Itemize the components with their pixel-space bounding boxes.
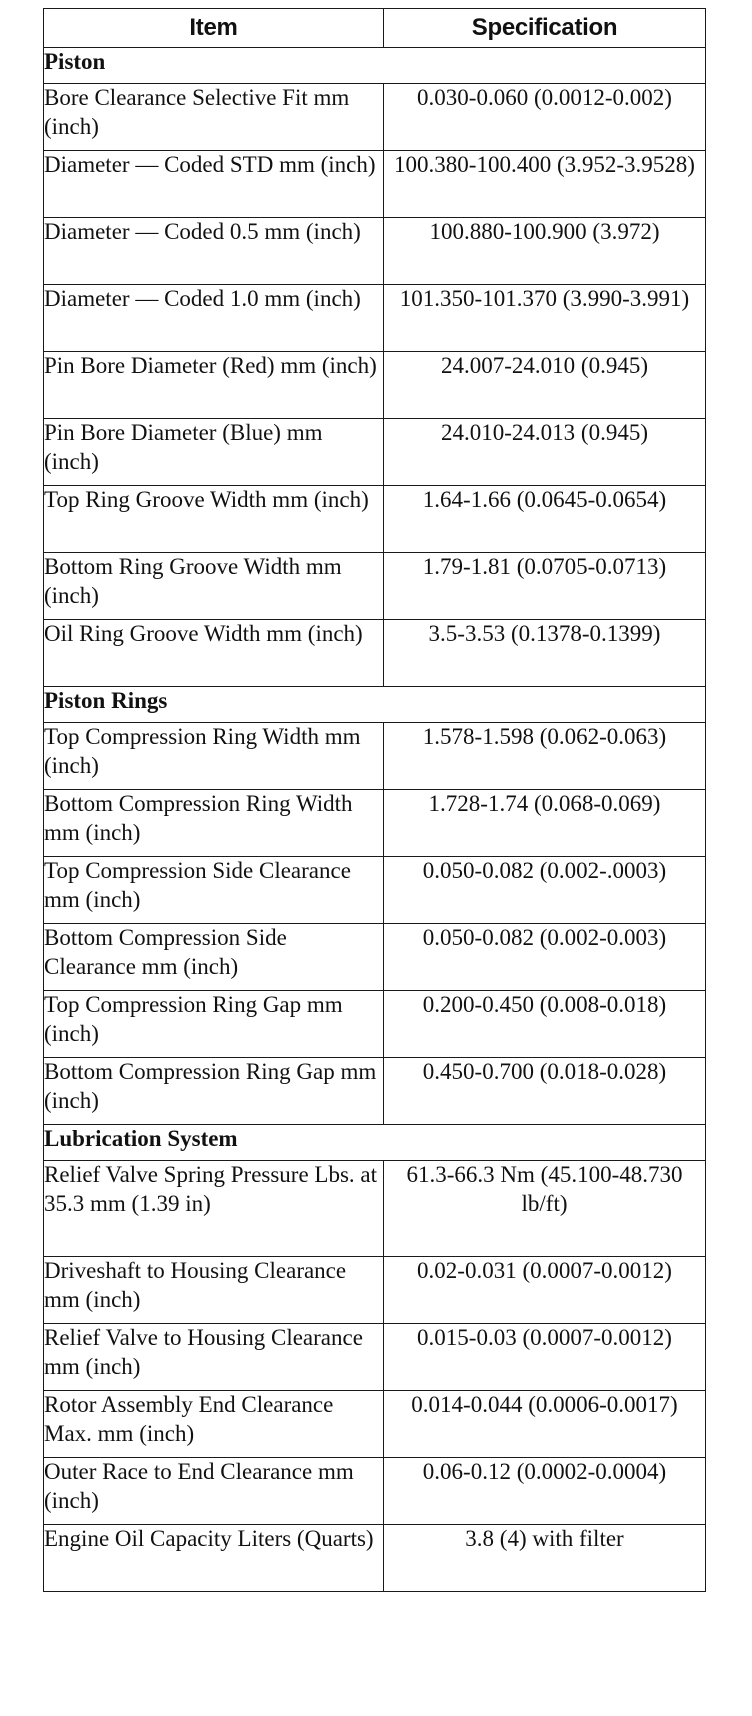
table-row [44, 419, 706, 486]
spec-cell: 24.010-24.013 (0.945) [384, 419, 706, 486]
spec-cell: 1.728-1.74 (0.068-0.069) [384, 790, 706, 857]
item-cell: Pin Bore Diameter (Red) mm (inch) [44, 352, 384, 419]
spec-cell: 0.050-0.082 (0.002-0.003) [384, 924, 706, 991]
item-cell: Top Compression Side Clearance mm (inch) [44, 857, 384, 924]
section-title: Piston Rings [44, 687, 706, 723]
item-column-header: Item [44, 9, 384, 48]
item-cell: Bottom Compression Side Clearance mm (inch) [44, 924, 384, 991]
item-cell: Bottom Ring Groove Width mm (inch) [44, 553, 384, 620]
item-cell: Top Ring Groove Width mm (inch) [44, 486, 384, 553]
item-cell: Outer Race to End Clearance mm (inch) [44, 1458, 384, 1525]
table-row [44, 1525, 706, 1592]
item-cell: Oil Ring Groove Width mm (inch) [44, 620, 384, 687]
table-row [44, 486, 706, 553]
spec-cell: 100.380-100.400 (3.952-3.9528) [384, 151, 706, 218]
spec-cell: 0.200-0.450 (0.008-0.018) [384, 991, 706, 1058]
item-cell: Diameter — Coded 1.0 mm (inch) [44, 285, 384, 352]
spec-cell: 1.64-1.66 (0.0645-0.0654) [384, 486, 706, 553]
item-cell: Bottom Compression Ring Gap mm (inch) [44, 1058, 384, 1125]
table-row [44, 84, 706, 151]
table-row [44, 352, 706, 419]
table-row [44, 1161, 706, 1257]
spec-cell: 0.06-0.12 (0.0002-0.0004) [384, 1458, 706, 1525]
table-row [44, 620, 706, 687]
item-cell: Rotor Assembly End Clearance Max. mm (inch) [44, 1391, 384, 1458]
spec-cell: 1.578-1.598 (0.062-0.063) [384, 723, 706, 790]
item-cell: Bottom Compression Ring Width mm (inch) [44, 790, 384, 857]
table-row [44, 790, 706, 857]
section-row-piston-rings [44, 687, 706, 723]
spec-cell: 0.02-0.031 (0.0007-0.0012) [384, 1257, 706, 1324]
spec-cell: 61.3-66.3 Nm (45.100-48.730 lb/ft) [384, 1161, 706, 1257]
table-row [44, 924, 706, 991]
section-title: Piston [44, 48, 706, 84]
section-title: Lubrication System [44, 1125, 706, 1161]
specification-table [43, 8, 706, 1592]
table-row [44, 1058, 706, 1125]
spec-cell: 24.007-24.010 (0.945) [384, 352, 706, 419]
table-row [44, 553, 706, 620]
spec-cell: 0.014-0.044 (0.0006-0.0017) [384, 1391, 706, 1458]
item-cell: Diameter — Coded STD mm (inch) [44, 151, 384, 218]
item-cell: Top Compression Ring Width mm (inch) [44, 723, 384, 790]
spec-cell: 0.450-0.700 (0.018-0.028) [384, 1058, 706, 1125]
section-row-lubrication-system [44, 1125, 706, 1161]
spec-cell: 3.5-3.53 (0.1378-0.1399) [384, 620, 706, 687]
spec-cell: 1.79-1.81 (0.0705-0.0713) [384, 553, 706, 620]
item-cell: Relief Valve Spring Pressure Lbs. at 35.3 mm (1.39 in) [44, 1161, 384, 1257]
section-row-piston [44, 48, 706, 84]
specification-column-header: Specification [384, 9, 706, 48]
item-cell: Driveshaft to Housing Clearance mm (inch) [44, 1257, 384, 1324]
item-cell: Top Compression Ring Gap mm (inch) [44, 991, 384, 1058]
item-cell: Relief Valve to Housing Clearance mm (inch) [44, 1324, 384, 1391]
spec-cell: 0.030-0.060 (0.0012-0.002) [384, 84, 706, 151]
table-row [44, 1391, 706, 1458]
table-row [44, 723, 706, 790]
item-cell: Engine Oil Capacity Liters (Quarts) [44, 1525, 384, 1592]
item-cell: Diameter — Coded 0.5 mm (inch) [44, 218, 384, 285]
table-row [44, 991, 706, 1058]
spec-cell: 3.8 (4) with filter [384, 1525, 706, 1592]
spec-cell: 0.015-0.03 (0.0007-0.0012) [384, 1324, 706, 1391]
table-row [44, 218, 706, 285]
item-cell: Pin Bore Diameter (Blue) mm (inch) [44, 419, 384, 486]
table-row [44, 1324, 706, 1391]
spec-cell: 0.050-0.082 (0.002-.0003) [384, 857, 706, 924]
table-row [44, 285, 706, 352]
spec-cell: 101.350-101.370 (3.990-3.991) [384, 285, 706, 352]
table-row [44, 1458, 706, 1525]
table-row [44, 857, 706, 924]
spec-cell: 100.880-100.900 (3.972) [384, 218, 706, 285]
table-row [44, 151, 706, 218]
item-cell: Bore Clearance Selective Fit mm (inch) [44, 84, 384, 151]
table-row [44, 1257, 706, 1324]
header-row [44, 9, 706, 48]
